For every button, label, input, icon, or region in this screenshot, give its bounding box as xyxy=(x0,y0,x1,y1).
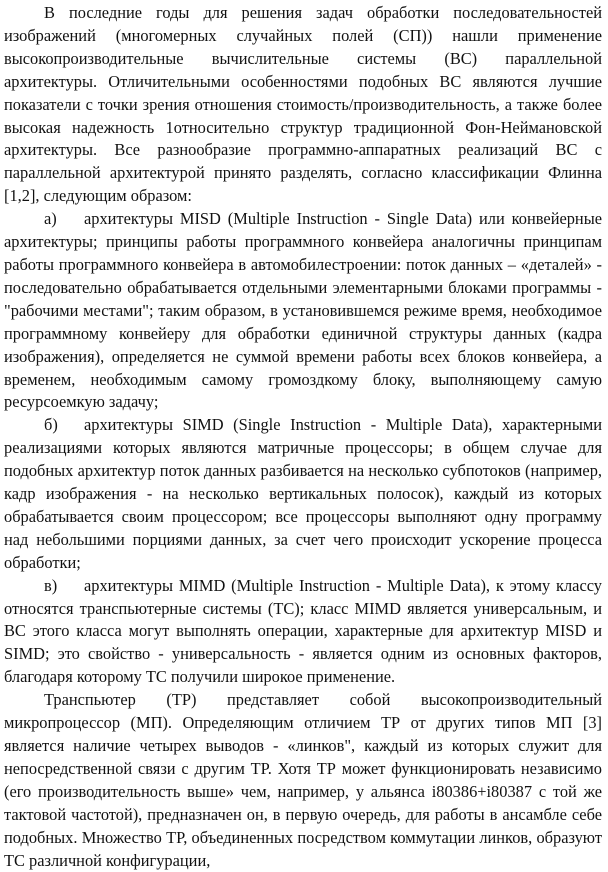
list-text-b: архитектуры SIMD (Single Instruction - Multiple Data), характерными реализациями которых являются матричные процессоры; в общем случае для подобных архитектур поток данных разбивается на несколько субпотоков (например, кадр изображения - на несколько вертикальных полосок), каждый из которых обрабатывается своим процессором; все процессоры выполняют одну программу над небольшими порциями данных, за счет чего происходит ускорение процесса обработки; xyxy=(4,415,602,572)
document-page xyxy=(4,2,602,872)
list-item-a xyxy=(4,208,602,414)
list-item-v xyxy=(4,575,602,690)
transputer-paragraph: Транспьютер (ТР) представляет собой высокопроизводительный микропроцессор (МП). Определяющим отличием ТР от других типов МП [3] является наличие четырех выводов - «линков", каждый из которых служит для непосредственной связи с другим ТР. Хотя ТР может функционировать независимо (его производительность выше» чем, например, у альянса i80386+i80387 с той же тактовой частотой), предназначен он, в первую очередь, для работы в ансамбле себе подобных. Множество ТР, объединенных посредством коммутации линков, образуют ТС различной конфигурации, xyxy=(4,690,602,870)
list-text-a: архитектуры MISD (Multiple Instruction - Single Data) или конвейерные архитектуры; принципы работы программного конвейера аналогичны принципам работы программного конвейера в автомобилестроении: поток данных – «деталей» - последовательно обрабатывается отдельными элементарными блоками программы - "рабочими местами"; таким образом, в установившемся режиме время, необходимое программному конвейеру для обработки единичной структуры данных (кадра изображения), определяется не суммой времени работы всех блоков конвейера, а временем, необходимым самому громоздкому блоку, выполняющему самую ресурсоемкую задачу; xyxy=(4,209,602,412)
list-marker-a: а) xyxy=(44,209,57,229)
list-item-b xyxy=(4,414,602,574)
intro-paragraph: В последние годы для решения задач обработки последовательностей изображений (многомерных случайных полей (СП)) нашли применение высокопроизводительные вычислительные системы (ВС) параллельной архитектуры. Отличительными особенностями подобных ВС являются лучшие показатели с точки зрения отношения стоимость/производительность, а также более высокая надежность 1относительно структур традиционной Фон-Неймановской архитектуры. Все разнообразие программно-аппаратных реализаций ВС с параллельной архитектурой принято разделять, согласно классификации Флинна [1,2], следующим образом: xyxy=(4,3,602,206)
list-text-v: архитектуры MIMD (Multiple Instruction - Multiple Data), к этому классу относятся транспьютерные системы (ТС); класс MIMD является универсальным, и ВС этого класса могут выполнять операции, характерные для архитектур MISD и SIMD; это свойство - универсальность - является одним из основных факторов, благодаря которому ТС получили широкое применение. xyxy=(4,575,602,687)
list-marker-b: б) xyxy=(44,415,58,435)
list-marker-v: в) xyxy=(44,575,58,595)
